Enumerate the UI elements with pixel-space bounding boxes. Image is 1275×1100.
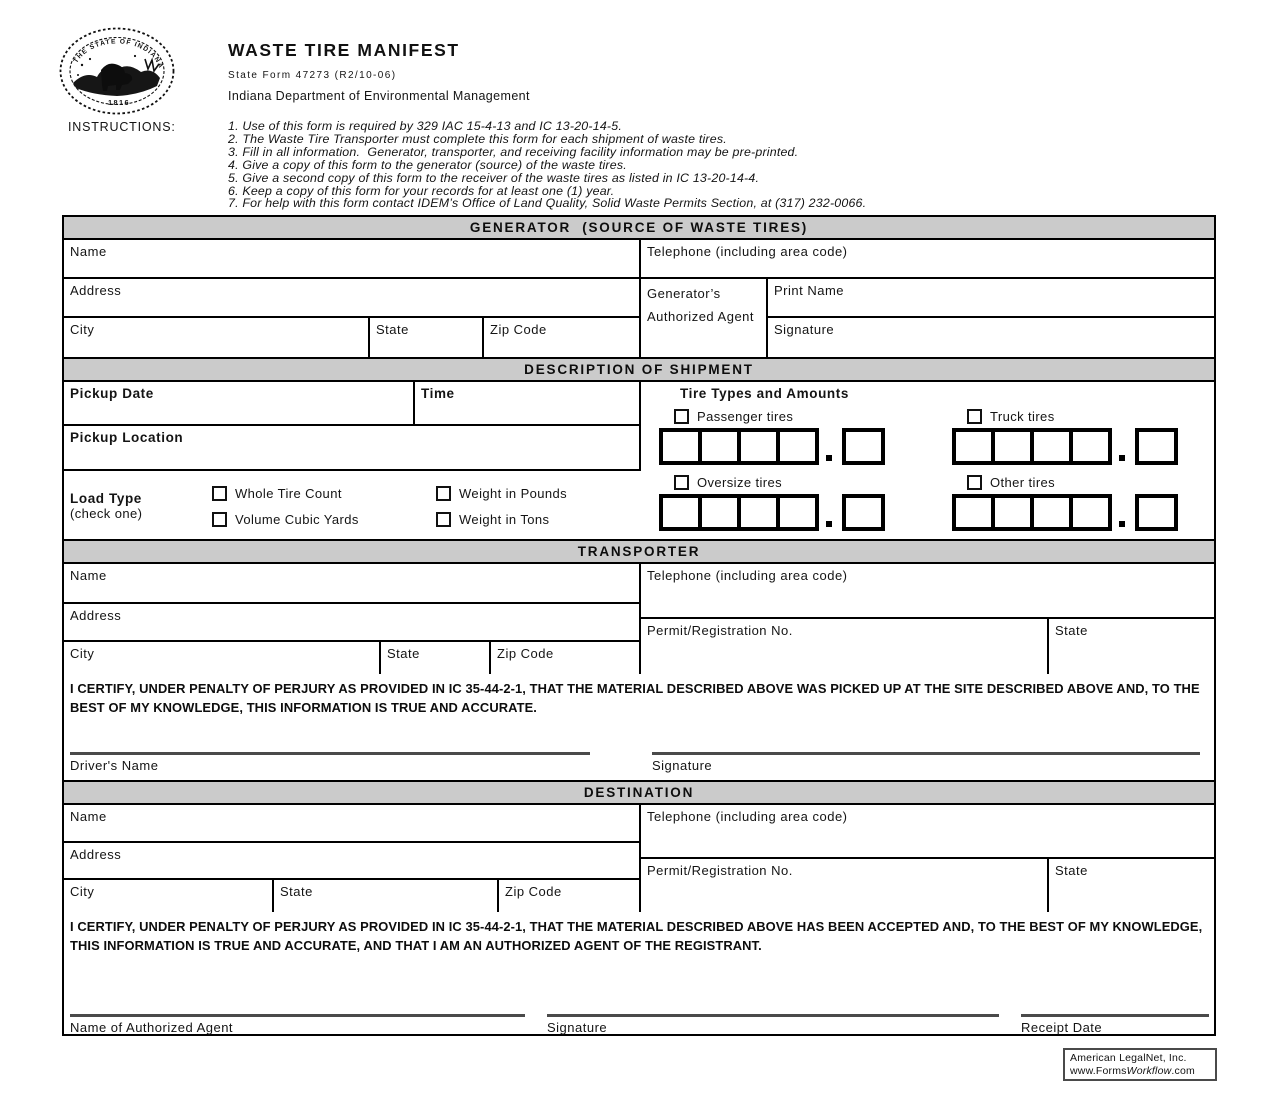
destination-permit-state-field[interactable] <box>1049 859 1214 912</box>
oversize-digit-box-4[interactable] <box>776 494 819 531</box>
generator-zip-field[interactable] <box>484 318 639 357</box>
generator-signature-label: Signature <box>774 322 835 337</box>
destination-certification-block <box>64 912 1214 1034</box>
transporter-section <box>64 564 1214 674</box>
destination-signature-line[interactable] <box>547 1014 999 1017</box>
transporter-address-field[interactable] <box>64 604 639 642</box>
pickup-date-label: Pickup Date <box>70 386 154 401</box>
generator-name-label: Name <box>70 244 107 259</box>
truck-digit-box-4[interactable] <box>1069 428 1112 465</box>
load-option-label: Weight in Tons <box>459 511 550 527</box>
load-type-label: Load Type <box>70 491 142 506</box>
receipt-date-signature <box>1021 1014 1209 1035</box>
authorized-agent-name-label: Name of Authorized Agent <box>70 1020 234 1035</box>
tire-option-label: Passenger tires <box>697 408 794 424</box>
load-option-label: Whole Tire Count <box>235 485 342 501</box>
destination-state-label: State <box>280 884 313 899</box>
footer-url <box>1070 1065 1210 1078</box>
truck-digit-box-2[interactable] <box>991 428 1034 465</box>
tire-group-oversize <box>659 473 952 531</box>
section-header-description: DESCRIPTION OF SHIPMENT <box>64 357 1214 382</box>
transporter-telephone-label: Telephone (including area code) <box>647 568 848 583</box>
american-legalnet-footer <box>1063 1048 1217 1081</box>
checkbox-oversize-tires[interactable] <box>674 475 689 490</box>
transporter-name-label: Name <box>70 568 107 583</box>
passenger-decimal-box[interactable] <box>842 428 885 465</box>
load-option-whole-tire-count <box>212 486 436 501</box>
other-digit-box-3[interactable] <box>1030 494 1073 531</box>
form-number: State Form 47273 (R2/10-06) <box>228 70 397 81</box>
generator-state-label: State <box>376 322 409 337</box>
other-digit-box-4[interactable] <box>1069 494 1112 531</box>
generator-zip-label: Zip Code <box>490 322 547 337</box>
manifest-form <box>62 215 1216 1036</box>
generator-city-field[interactable] <box>64 318 370 357</box>
passenger-digit-box-2[interactable] <box>698 428 741 465</box>
generator-address-field[interactable] <box>64 279 639 318</box>
checkbox-volume-cubic-yards[interactable] <box>212 512 227 527</box>
other-digit-box-2[interactable] <box>991 494 1034 531</box>
decimal-point-icon <box>826 521 832 527</box>
checkbox-truck-tires[interactable] <box>967 409 982 424</box>
driver-name-signature <box>70 752 590 773</box>
generator-agent-cell <box>641 279 768 357</box>
authorized-agent-name-signature <box>70 1014 525 1035</box>
transporter-state-field[interactable] <box>381 642 491 674</box>
footer-url-suffix: .com <box>1171 1064 1195 1077</box>
tire-group-truck <box>952 407 1214 465</box>
footer-company: American LegalNet, Inc. <box>1070 1052 1187 1064</box>
transporter-permit-state-label: State <box>1055 623 1088 638</box>
footer-url-workflow: Workflow <box>1126 1064 1172 1077</box>
decimal-point-icon <box>1119 521 1125 527</box>
decimal-point-icon <box>1119 455 1125 461</box>
destination-certification-text: I CERTIFY, UNDER PENALTY OF PERJURY AS PROVIDED IN IC 35-44-2-1, THAT THE MATERIAL DESCRIBED ABOVE HAS BEEN ACCEPTED AND, TO THE BEST OF MY KNOWLEDGE, THIS INFORMATION IS TRUE AND ACCURATE, AND THAT I AM AN AUTHORIZED AGENT OF THE REGISTRANT. <box>70 919 1203 954</box>
transporter-signature-label: Signature <box>652 758 713 773</box>
other-digit-box-1[interactable] <box>952 494 995 531</box>
destination-signature-label: Signature <box>547 1020 608 1035</box>
pickup-location-field[interactable] <box>64 426 639 471</box>
tire-types-header: Tire Types and Amounts <box>680 386 849 401</box>
instruction-item-3: 3. Fill in all information. Generator, transporter, and receiving facility information may be pre-printed. <box>228 144 799 159</box>
destination-city-label: City <box>70 884 95 899</box>
transporter-certification-text: I CERTIFY, UNDER PENALTY OF PERJURY AS PROVIDED IN IC 35-44-2-1, THAT THE MATERIAL DESCRIBED ABOVE WAS PICKED UP AT THE SITE DESCRIBED ABOVE AND, TO THE BEST OF MY KNOWLEDGE, THIS INFORMATION IS TRUE AND ACCURATE. <box>70 681 1200 716</box>
checkbox-whole-tire-count[interactable] <box>212 486 227 501</box>
instruction-item-6: 6. Keep a copy of this form for your records for at least one (1) year. <box>228 183 615 198</box>
destination-telephone-field[interactable] <box>641 805 1214 859</box>
checkbox-weight-in-tons[interactable] <box>436 512 451 527</box>
generator-telephone-label: Telephone (including area code) <box>647 244 848 259</box>
load-option-volume-cubic-yards <box>212 512 436 527</box>
oversize-digit-box-3[interactable] <box>737 494 780 531</box>
destination-signature <box>547 1014 999 1035</box>
load-option-label: Weight in Pounds <box>459 485 568 501</box>
instructions-list <box>228 120 866 210</box>
generator-city-label: City <box>70 322 95 337</box>
destination-state-field[interactable] <box>274 880 499 912</box>
destination-permit-state-label: State <box>1055 863 1088 878</box>
tire-group-passenger <box>659 407 952 465</box>
transporter-signature-line[interactable] <box>652 752 1200 755</box>
shipment-section <box>64 382 1214 539</box>
destination-zip-field[interactable] <box>499 880 639 912</box>
destination-name-field[interactable] <box>64 805 639 843</box>
passenger-amount-boxes <box>659 428 952 465</box>
truck-digit-box-1[interactable] <box>952 428 995 465</box>
section-header-transporter: TRANSPORTER <box>64 539 1214 564</box>
truck-decimal-box[interactable] <box>1135 428 1178 465</box>
destination-name-label: Name <box>70 809 107 824</box>
load-option-label: Volume Cubic Yards <box>235 511 359 527</box>
transporter-city-field[interactable] <box>64 642 381 674</box>
oversize-decimal-box[interactable] <box>842 494 885 531</box>
transporter-certification-block <box>64 674 1214 780</box>
generator-address-label: Address <box>70 283 122 298</box>
footer-url-prefix: www.Forms <box>1070 1064 1127 1077</box>
other-amount-boxes <box>952 494 1214 531</box>
pickup-date-field[interactable] <box>64 382 415 424</box>
oversize-digit-box-2[interactable] <box>698 494 741 531</box>
oversize-digit-box-1[interactable] <box>659 494 702 531</box>
tire-types-block <box>643 382 1214 539</box>
section-header-generator: GENERATOR (SOURCE OF WASTE TIRES) <box>64 217 1214 240</box>
transporter-address-label: Address <box>70 608 122 623</box>
other-decimal-box[interactable] <box>1135 494 1178 531</box>
form-title: WASTE TIRE MANIFEST <box>228 40 460 60</box>
driver-name-label: Driver's Name <box>70 758 159 773</box>
authorized-agent-name-line[interactable] <box>70 1014 525 1017</box>
checkbox-weight-in-pounds[interactable] <box>436 486 451 501</box>
instruction-item-7: 7. For help with this form contact IDEM’s Office of Land Quality, Solid Waste Permits Section, at (317) 232-0066. <box>228 196 867 211</box>
passenger-digit-box-3[interactable] <box>737 428 780 465</box>
destination-telephone-label: Telephone (including area code) <box>647 809 848 824</box>
receipt-date-line[interactable] <box>1021 1014 1209 1017</box>
instructions-label: INSTRUCTIONS: <box>68 120 176 134</box>
instruction-item-5: 5. Give a second copy of this form to the receiver of the waste tires as listed in IC 13-20-14-4. <box>228 170 760 185</box>
section-header-destination: DESTINATION <box>64 780 1214 805</box>
destination-address-field[interactable] <box>64 843 639 880</box>
destination-zip-label: Zip Code <box>505 884 562 899</box>
pickup-location-label: Pickup Location <box>70 430 184 445</box>
pickup-time-field[interactable] <box>415 382 639 424</box>
transporter-signature <box>652 752 1200 773</box>
transporter-city-label: City <box>70 646 95 661</box>
driver-name-line[interactable] <box>70 752 590 755</box>
generator-print-name-field[interactable] <box>768 279 1214 318</box>
passenger-digit-box-1[interactable] <box>659 428 702 465</box>
load-option-weight-in-tons <box>436 512 567 527</box>
instructions-block <box>68 120 866 210</box>
receipt-date-label: Receipt Date <box>1021 1020 1103 1035</box>
destination-city-field[interactable] <box>64 880 274 912</box>
transporter-permit-field[interactable] <box>641 619 1049 674</box>
instruction-item-2: 2. The Waste Tire Transporter must complete this form for each shipment of waste tires. <box>228 131 727 146</box>
generator-signature-field[interactable] <box>768 318 1214 357</box>
load-type-block <box>64 473 641 539</box>
pickup-block <box>64 382 641 471</box>
transporter-telephone-field[interactable] <box>641 564 1214 619</box>
load-option-weight-in-pounds <box>436 486 567 501</box>
truck-digit-box-3[interactable] <box>1030 428 1073 465</box>
checkbox-passenger-tires[interactable] <box>674 409 689 424</box>
instruction-item-4: 4. Give a copy of this form to the generator (source) of the waste tires. <box>228 157 627 172</box>
tire-option-label: Other tires <box>990 474 1056 490</box>
tire-option-label: Oversize tires <box>697 474 783 490</box>
destination-section <box>64 805 1214 912</box>
svg-text:THE STATE OF INDIANA: THE STATE OF INDIANA <box>72 38 165 70</box>
pickup-time-label: Time <box>421 386 455 401</box>
load-type-note: (check one) <box>70 506 143 521</box>
transporter-zip-label: Zip Code <box>497 646 554 661</box>
generator-name-field[interactable] <box>64 240 639 279</box>
transporter-permit-label: Permit/Registration No. <box>647 623 793 638</box>
destination-permit-label: Permit/Registration No. <box>647 863 793 878</box>
destination-address-label: Address <box>70 847 122 862</box>
indiana-state-seal-icon <box>57 25 177 117</box>
generator-state-field[interactable] <box>370 318 484 357</box>
transporter-zip-field[interactable] <box>491 642 639 674</box>
generator-print-name-label: Print Name <box>774 283 845 298</box>
truck-amount-boxes <box>952 428 1214 465</box>
generator-telephone-field[interactable] <box>641 240 1214 279</box>
generator-agent-label: Generator’s Authorized Agent <box>647 286 755 325</box>
tire-group-other <box>952 473 1214 531</box>
agency-name: Indiana Department of Environmental Management <box>228 89 530 103</box>
svg-text:1816: 1816 <box>108 98 131 107</box>
destination-permit-field[interactable] <box>641 859 1049 912</box>
title-block <box>228 40 530 103</box>
transporter-permit-state-field[interactable] <box>1049 619 1214 674</box>
transporter-name-field[interactable] <box>64 564 639 604</box>
generator-section <box>64 240 1214 357</box>
tire-option-label: Truck tires <box>990 408 1055 424</box>
passenger-digit-box-4[interactable] <box>776 428 819 465</box>
oversize-amount-boxes <box>659 494 952 531</box>
decimal-point-icon <box>826 455 832 461</box>
instruction-item-1: 1. Use of this form is required by 329 IAC 15-4-13 and IC 13-20-14-5. <box>228 119 622 133</box>
transporter-state-label: State <box>387 646 420 661</box>
checkbox-other-tires[interactable] <box>967 475 982 490</box>
